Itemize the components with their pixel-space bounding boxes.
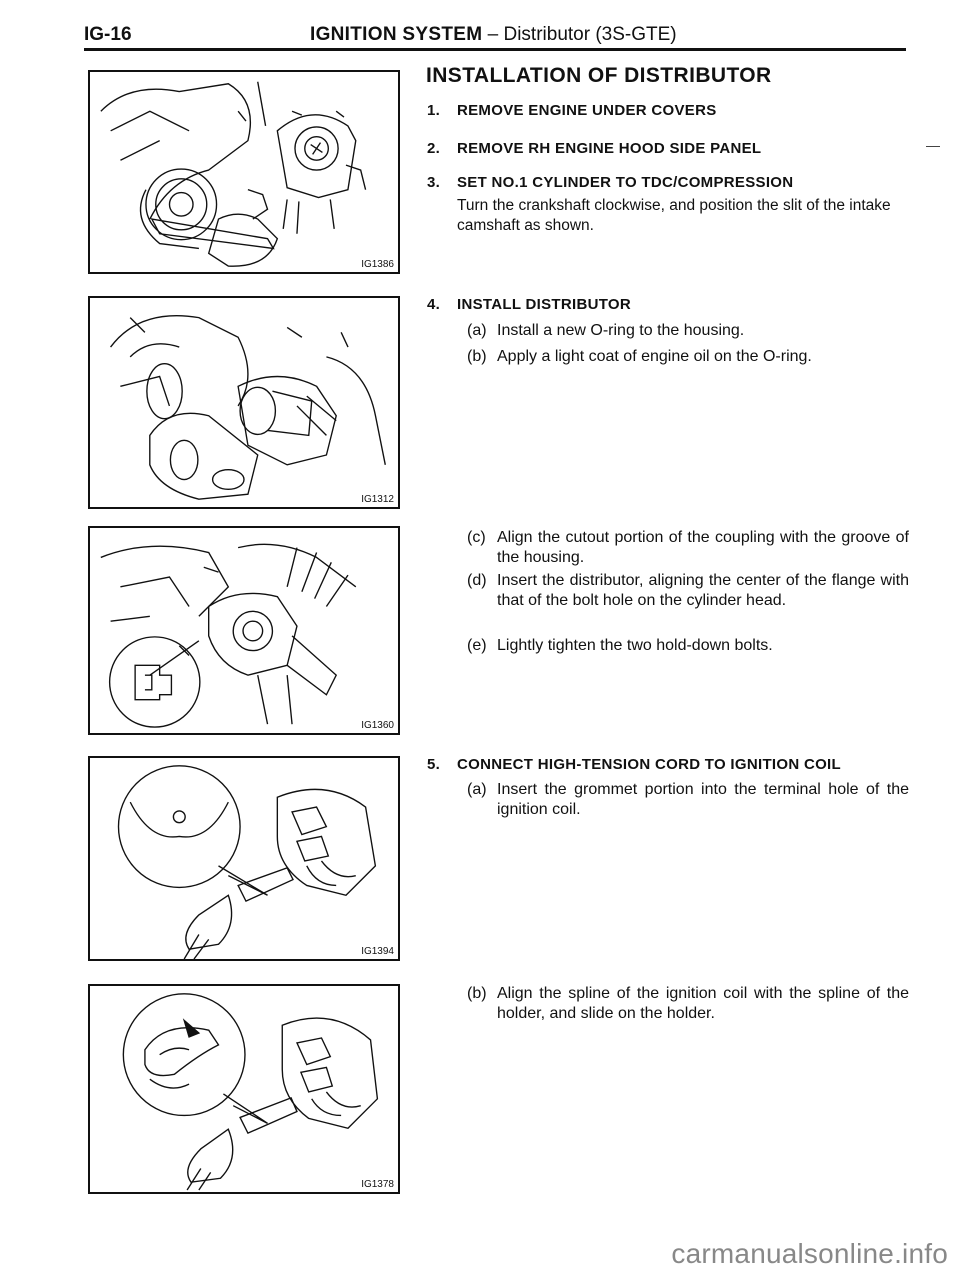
distributor-housing-illustration <box>90 298 398 507</box>
substep-label: (c) <box>467 529 486 546</box>
substep-4c <box>467 528 909 568</box>
step-title: INSTALL DISTRIBUTOR <box>457 296 632 313</box>
substep-text: Install a new O-ring to the housing. <box>497 322 745 339</box>
substep-label: (a) <box>467 322 487 339</box>
figure-id: IG1394 <box>361 946 394 957</box>
header-rule <box>84 48 906 51</box>
page-title-system: IGNITION SYSTEM <box>310 24 483 45</box>
step-3-text: Turn the crankshaft clockwise, and position the slit of the intake camshaft as shown. <box>457 197 891 234</box>
substep-4a <box>467 321 909 341</box>
step-number: 4. <box>427 296 441 313</box>
watermark: carmanualsonline.info <box>671 1238 948 1269</box>
substep-text: Lightly tighten the two hold-down bolts. <box>497 637 773 654</box>
figure-grommet <box>88 756 400 961</box>
substep-label: (d) <box>467 572 487 589</box>
substep-text: Align the cutout portion of the coupling with the groove of the housing. <box>497 529 909 566</box>
figure-id: IG1386 <box>361 259 394 270</box>
step-title: SET NO.1 CYLINDER TO TDC/COMPRESSION <box>457 174 794 191</box>
grommet-illustration <box>90 758 398 959</box>
step-title: REMOVE RH ENGINE HOOD SIDE PANEL <box>457 140 762 157</box>
substep-5b <box>467 984 909 1024</box>
distributor-install-illustration <box>90 528 398 733</box>
substep-label: (b) <box>467 348 487 365</box>
spline-illustration <box>90 986 398 1192</box>
figure-id: IG1360 <box>361 720 394 731</box>
substep-text: Insert the grommet portion into the terminal hole of the ignition coil. <box>497 781 909 818</box>
step-5 <box>427 756 841 773</box>
substep-text: Apply a light coat of engine oil on the O-ring. <box>497 348 812 365</box>
step-title: CONNECT HIGH-TENSION CORD TO IGNITION COIL <box>457 756 841 773</box>
figure-spline <box>88 984 400 1194</box>
page-title-component: – Distributor (3S-GTE) <box>482 24 677 45</box>
margin-mark <box>926 146 940 147</box>
figure-id: IG1378 <box>361 1179 394 1190</box>
step-2 <box>427 140 761 157</box>
section-title: INSTALLATION OF DISTRIBUTOR <box>426 64 772 87</box>
substep-4e <box>467 636 909 656</box>
step-number: 5. <box>427 756 441 773</box>
figure-install-distributor <box>88 526 400 735</box>
substep-text: Insert the distributor, aligning the center of the flange with that of the bolt hole on the cylinder head. <box>497 572 909 609</box>
substep-4b <box>467 347 909 367</box>
figure-oring <box>88 296 400 509</box>
step-title: REMOVE ENGINE UNDER COVERS <box>457 102 717 119</box>
substep-label: (a) <box>467 781 487 798</box>
figure-id: IG1312 <box>361 494 394 505</box>
step-3 <box>427 174 793 191</box>
step-1 <box>427 102 717 119</box>
page-title <box>310 24 677 46</box>
figure-crankshaft-tdc <box>88 70 400 274</box>
substep-label: (e) <box>467 637 487 654</box>
crankshaft-illustration <box>90 72 398 272</box>
substep-5a <box>467 780 909 820</box>
substep-4d <box>467 571 909 611</box>
page-code: IG-16 <box>84 24 132 45</box>
step-number: 3. <box>427 174 441 191</box>
step-4 <box>427 296 631 313</box>
substep-text: Align the spline of the ignition coil with the spline of the holder, and slide on the holder. <box>497 985 909 1022</box>
step-number: 1. <box>427 102 441 119</box>
substep-label: (b) <box>467 985 487 1002</box>
step-number: 2. <box>427 140 441 157</box>
